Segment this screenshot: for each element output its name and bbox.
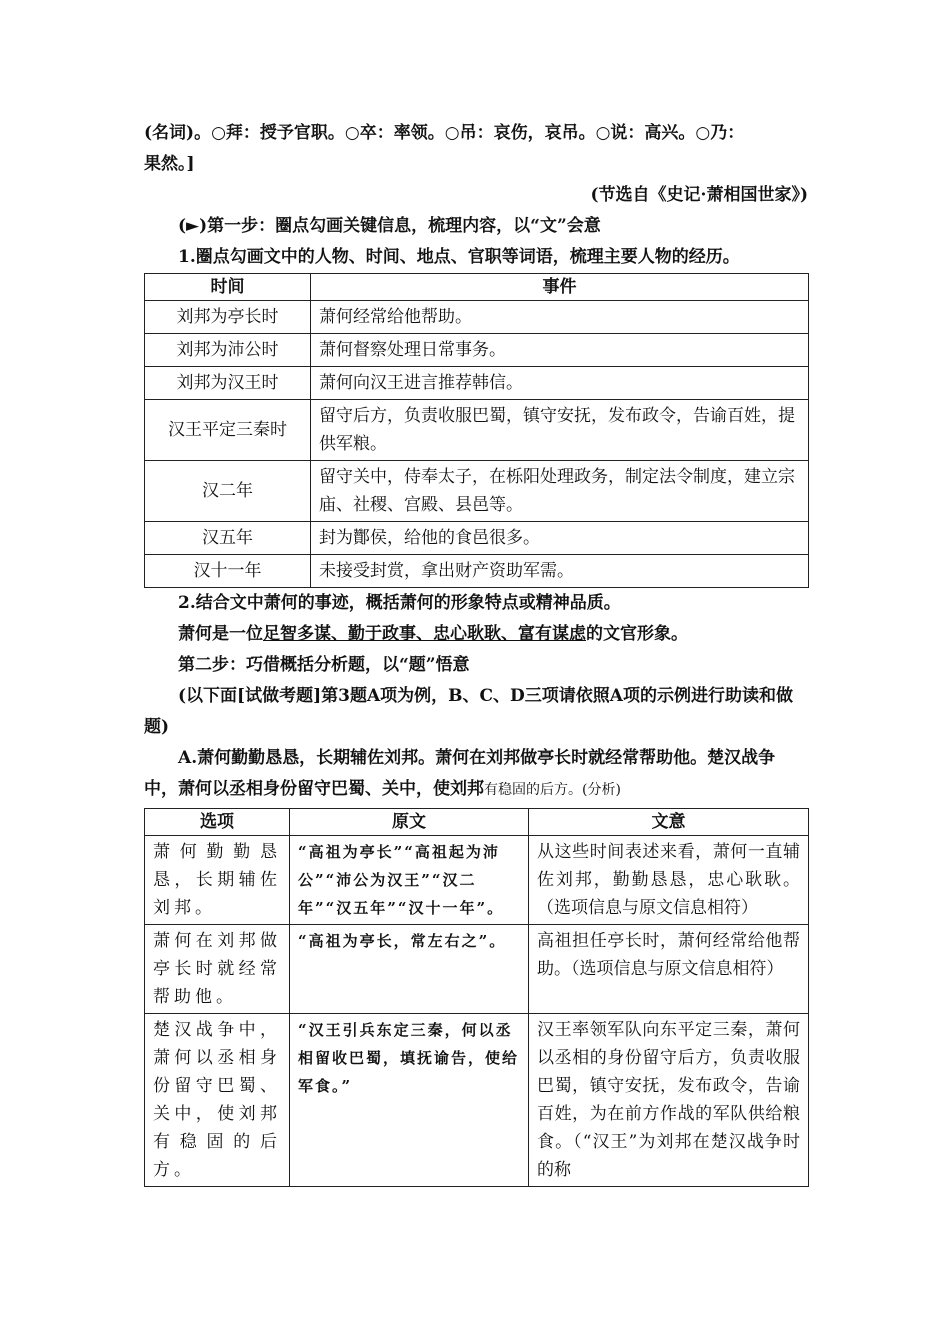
option-a-tail: 有稳固的后方。(分析) — [484, 782, 621, 798]
answer-prefix: 萧何是一位 — [178, 624, 263, 644]
column-header-original: 原文 — [290, 809, 529, 836]
table-row — [145, 836, 809, 925]
option-a-main: A.萧何勤勤恳恳，长期辅佐刘邦。萧何在刘邦做亭长时就经常帮助他。楚汉战争中，萧何以丞相身份留守巴蜀、关中，使刘邦 — [144, 748, 776, 799]
table-row — [145, 555, 809, 588]
table-row — [145, 334, 809, 367]
step1-heading: (►)第一步：圈点勾画关键信息，梳理内容，以“文”会意 — [178, 216, 601, 236]
step2-heading: 第二步：巧借概括分析题，以“题”悟意 — [178, 655, 470, 675]
meaning-cell: 汉王率领军队向东平定三秦，萧何以丞相的身份留守后方，负责收服巴蜀，镇守安抚，发布政令，告谕百姓，为在前方作战的军队供给粮食。（“汉王”为刘邦在楚汉战争时的称 — [529, 1014, 809, 1187]
event-cell: 萧何向汉王进言推荐韩信。 — [311, 367, 809, 400]
answer-suffix: 的文官形象。 — [586, 624, 688, 644]
time-cell: 汉王平定三秦时 — [145, 400, 311, 461]
original-text-cell: “高祖为亭长”“高祖起为沛公”“沛公为汉王”“汉二年”“汉五年”“汉十一年”。 — [290, 836, 529, 925]
step2-instruction: (以下面[试做考题]第3题A项为例，B、C、D三项请依照A项的示例进行助读和做题) — [144, 686, 793, 737]
column-header-event: 事件 — [311, 274, 809, 301]
original-text-cell: “汉王引兵东定三秦，何以丞相留收巴蜀，填抚谕告，使给军食。” — [290, 1014, 529, 1187]
event-cell: 留守后方，负责收服巴蜀，镇守安抚，发布政令，告谕百姓，提供军粮。 — [311, 400, 809, 461]
event-cell: 萧何经常给他帮助。 — [311, 301, 809, 334]
answer-underlined: 足智多谋、勤于政事、忠心耿耿、富有谋虑 — [263, 624, 586, 644]
option-cell: 萧何勤勤恳恳，长期辅佐刘邦。 — [145, 836, 290, 925]
table-row — [145, 461, 809, 522]
meaning-cell: 从这些时间表述来看，萧何一直辅佐刘邦，勤勤恳恳，忠心耿耿。（选项信息与原文信息相符） — [529, 836, 809, 925]
option-cell: 楚汉战争中，萧何以丞相身份留守巴蜀、关中，使刘邦有稳固的后方。 — [145, 1014, 290, 1187]
analysis-table — [144, 808, 809, 1187]
timeline-table — [144, 273, 809, 588]
option-a — [144, 743, 808, 806]
source-citation: (节选自《史记·萧相国世家》) — [590, 185, 808, 205]
event-cell: 留守关中，侍奉太子，在栎阳处理政务，制定法令制度，建立宗庙、社稷、宫殿、县邑等。 — [311, 461, 809, 522]
original-text-cell: “高祖为亭长，常左右之”。 — [290, 925, 529, 1014]
column-header-option: 选项 — [145, 809, 290, 836]
time-cell: 汉十一年 — [145, 555, 311, 588]
meaning-cell: 高祖担任亭长时，萧何经常给他帮助。（选项信息与原文信息相符） — [529, 925, 809, 1014]
question-1: 1.圈点勾画文中的人物、时间、地点、官职等词语，梳理主要人物的经历。 — [178, 247, 740, 267]
time-cell: 汉五年 — [145, 522, 311, 555]
event-cell: 萧何督察处理日常事务。 — [311, 334, 809, 367]
question-2: 2.结合文中萧何的事迹，概括萧何的形象特点或精神品质。 — [178, 593, 621, 613]
column-header-time: 时间 — [145, 274, 311, 301]
annotation-line: (名词)。○拜：授予官职。○卒：率领。○吊：哀伤，哀吊。○说：高兴。○乃： — [144, 123, 745, 143]
column-header-meaning: 文意 — [529, 809, 809, 836]
event-cell: 未接受封赏，拿出财产资助军需。 — [311, 555, 809, 588]
answer-2 — [144, 619, 808, 650]
table-row — [145, 301, 809, 334]
time-cell: 刘邦为汉王时 — [145, 367, 311, 400]
time-cell: 刘邦为亭长时 — [145, 301, 311, 334]
table-header-row — [145, 274, 809, 301]
table-row — [145, 1014, 809, 1187]
table-row — [145, 400, 809, 461]
document-page — [144, 118, 808, 1187]
table-row — [145, 367, 809, 400]
option-cell: 萧何在刘邦做亭长时就经常帮助他。 — [145, 925, 290, 1014]
annotation-line-end: 果然。] — [144, 154, 195, 174]
table-header-row — [145, 809, 809, 836]
event-cell: 封为酇侯，给他的食邑很多。 — [311, 522, 809, 555]
time-cell: 汉二年 — [145, 461, 311, 522]
time-cell: 刘邦为沛公时 — [145, 334, 311, 367]
table-row — [145, 522, 809, 555]
table-row — [145, 925, 809, 1014]
